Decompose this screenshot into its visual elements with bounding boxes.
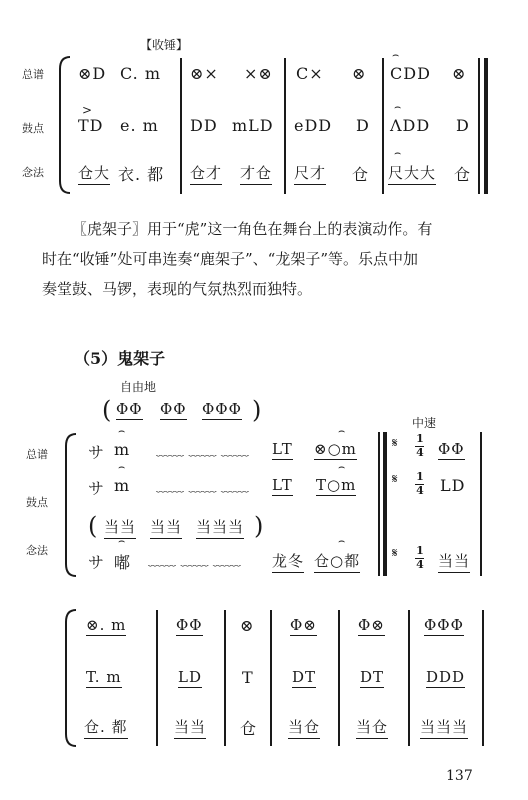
syllable-cell: 仓: [454, 165, 472, 184]
note-cell: e. m: [120, 116, 159, 135]
tempo-mid: 中速: [412, 416, 437, 430]
free-group-cell: 当当: [150, 516, 182, 539]
note-cell: DT: [292, 668, 317, 686]
barline: [338, 610, 340, 746]
system-bracket-top: [58, 55, 72, 195]
time-sig-den: 4: [416, 558, 424, 571]
note-cell: Φ⊗: [358, 616, 385, 634]
note-cell: ×⊗: [244, 64, 273, 83]
row-label-nianfa-top: 念法: [22, 166, 44, 179]
note-cell: DDD: [426, 668, 466, 686]
note-cell: LT: [272, 440, 293, 458]
note-cell: T○m: [316, 476, 357, 494]
free-group-cell: 当当当: [196, 516, 244, 539]
barline: [284, 58, 286, 194]
final-barline: [484, 58, 488, 194]
barline: [382, 58, 384, 194]
note-cell: ΦΦ: [438, 440, 465, 458]
fermata-mark: ⌢: [394, 146, 402, 159]
fermata-mark: ⌢: [118, 460, 126, 473]
page-number: 137: [446, 768, 473, 784]
note-cell: ΦΦΦ: [424, 616, 464, 634]
note-cell: ΦΦ: [176, 616, 203, 634]
note-cell: ΛDD: [390, 116, 431, 135]
note-cell: CDD: [390, 64, 431, 83]
note-cell: ⊗: [352, 64, 367, 83]
row-label-zongpu-top: 总谱: [22, 68, 44, 81]
syllable-cell: 才仓: [240, 162, 272, 185]
section-title: （5）鬼架子: [74, 349, 166, 368]
free-group-cell: 当当: [104, 516, 136, 539]
time-sig-den: 4: [416, 484, 424, 497]
free-marker: サ: [88, 553, 106, 572]
note-cell: C. m: [120, 64, 162, 83]
paragraph-line: 奏堂鼓、马锣，表现的气氛热烈而独特。: [42, 280, 313, 298]
system-bracket-bottom: [64, 608, 78, 748]
barline: [180, 58, 182, 194]
syllable-cell: 嘟: [114, 553, 132, 572]
syllable-cell: 仓: [240, 719, 258, 738]
paren-open: (: [88, 512, 99, 540]
note-cell: T. m: [86, 668, 122, 686]
wavy-line: ﹏﹏ ﹏﹏ ﹏﹏: [148, 553, 241, 569]
double-barline: [383, 432, 387, 576]
note-cell: ⊗×: [190, 64, 219, 83]
note-cell: T: [242, 668, 254, 687]
row-label-nianfa: 念法: [26, 544, 48, 557]
time-sig-num: 1: [416, 432, 424, 445]
note-cell: LT: [272, 476, 293, 494]
fermata-mark: ⌢: [392, 48, 400, 61]
free-group-cell: ΦΦ: [116, 400, 143, 418]
paren-close: ): [254, 512, 265, 540]
time-sig-num: 1: [416, 544, 424, 557]
note-cell: LD: [440, 476, 466, 495]
note-cell: TD: [78, 116, 104, 135]
fermata-mark: ⌢: [338, 534, 346, 547]
accent-mark: >: [82, 103, 93, 117]
note-cell: DD: [190, 116, 218, 135]
note-cell: ⊗: [452, 64, 467, 83]
note-cell: mLD: [232, 116, 274, 135]
time-sig-num: 1: [416, 470, 424, 483]
syllable-cell: 尺才: [294, 162, 326, 185]
note-cell: eDD: [294, 116, 333, 135]
syllable-cell: 当仓: [356, 716, 388, 739]
note-cell: ⊗○m: [314, 440, 357, 458]
paren-open: (: [102, 396, 113, 424]
wavy-line: ﹏﹏ ﹏﹏ ﹏﹏: [156, 443, 249, 459]
free-marker: サ: [88, 479, 106, 498]
section-marker: 【收锤】: [140, 38, 189, 52]
note-cell: Φ⊗: [290, 616, 317, 634]
note-cell: D: [456, 116, 470, 135]
wavy-line: ﹏﹏ ﹏﹏ ﹏﹏: [156, 479, 249, 495]
syllable-cell: 仓. 都: [84, 716, 128, 739]
paren-close: ): [252, 396, 263, 424]
barline: [270, 610, 272, 746]
time-sig-den: 4: [416, 446, 424, 459]
system-bracket-section: [64, 432, 78, 578]
syllable-cell: 当当: [174, 716, 206, 739]
syllable-cell: 仓: [352, 165, 370, 184]
note-cell: LD: [178, 668, 202, 686]
paragraph-line: 〖虎架子〗用于“虎”这一角色在舞台上的表演动作。有: [72, 220, 433, 238]
note-cell: D: [356, 116, 370, 135]
fermata-mark: ⌢: [118, 424, 126, 437]
barline: [478, 58, 480, 194]
note-cell: m: [114, 476, 131, 495]
note-cell: ⊗: [240, 616, 255, 635]
note-cell: ⊗D: [78, 64, 107, 83]
note-cell: m: [114, 440, 131, 459]
row-label-gudian: 鼓点: [26, 496, 48, 509]
fermata-mark: ⌢: [118, 534, 126, 547]
paragraph-line: 时在“收锤”处可串连奏“鹿架子”、“龙架子”等。乐点中加: [42, 250, 419, 268]
free-group-cell: ΦΦΦ: [202, 400, 242, 418]
barline: [480, 432, 482, 576]
syllable-cell: 仓大: [78, 162, 110, 185]
tempo-free: 自由地: [120, 380, 157, 394]
syllable-cell: 仓才: [190, 162, 222, 185]
barline: [224, 610, 226, 746]
syllable-cell: 当仓: [288, 716, 320, 739]
barline: [482, 610, 484, 746]
syllable-cell: 尺大大: [388, 162, 436, 185]
segno-sign: 𝄋: [392, 546, 399, 561]
segno-sign: 𝄋: [392, 472, 399, 487]
syllable-cell: 仓○都: [314, 550, 360, 573]
row-label-zongpu: 总谱: [26, 448, 48, 461]
fermata-mark: ⌢: [394, 100, 402, 113]
note-cell: ⊗. m: [86, 616, 127, 634]
barline: [156, 610, 158, 746]
row-label-gudian-top: 鼓点: [22, 122, 44, 135]
syllable-cell: 当当当: [420, 716, 468, 739]
note-cell: DT: [360, 668, 385, 686]
barline: [408, 610, 410, 746]
fermata-mark: ⌢: [338, 424, 346, 437]
syllable-cell: 龙冬: [272, 550, 304, 573]
syllable-cell: 衣. 都: [118, 165, 165, 184]
segno-sign: 𝄋: [392, 436, 399, 451]
fermata-mark: ⌢: [338, 460, 346, 473]
note-cell: C×: [296, 64, 324, 83]
free-marker: サ: [88, 443, 106, 462]
barline: [378, 432, 380, 576]
syllable-cell: 当当: [438, 550, 470, 573]
free-group-cell: ΦΦ: [160, 400, 187, 418]
